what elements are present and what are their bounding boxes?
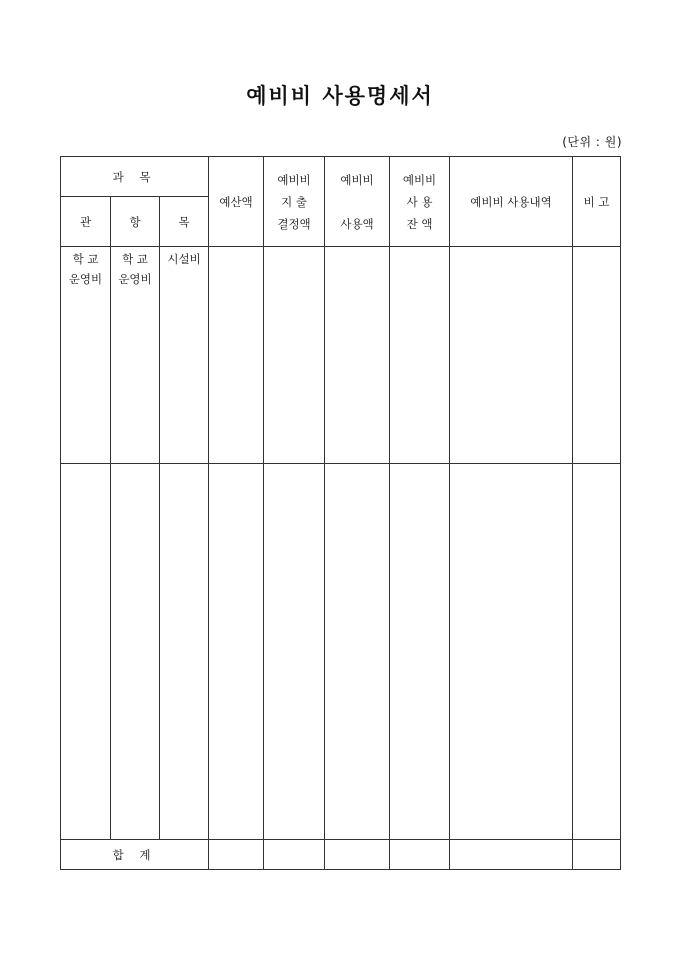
header-decision-line1: 예비비 xyxy=(277,172,311,187)
header-decision-line3: 결정액 xyxy=(277,216,311,231)
cell-used xyxy=(325,247,390,464)
header-details: 예비비 사용내역 xyxy=(450,157,573,247)
table-row-empty xyxy=(61,464,621,840)
unit-label: (단위 : 원) xyxy=(562,135,622,149)
total-budget xyxy=(209,840,264,870)
page-title: 예비비 사용명세서 xyxy=(246,83,434,108)
cell-remarks xyxy=(573,247,621,464)
cell-mok: 시설비 xyxy=(160,247,209,464)
cell-hang-line2: 운영비 xyxy=(118,272,152,286)
header-used-line1: 예비비 xyxy=(340,172,374,187)
header-balance xyxy=(390,157,450,247)
cell-balance xyxy=(390,247,450,464)
header-gwan: 관 xyxy=(61,197,111,247)
table-row xyxy=(61,247,621,464)
header-hang: 항 xyxy=(111,197,160,247)
cell-hang xyxy=(111,247,160,464)
header-used xyxy=(325,157,390,247)
header-decision xyxy=(264,157,325,247)
cell-gwan xyxy=(61,247,111,464)
cell-details xyxy=(450,247,573,464)
header-balance-line1: 예비비 xyxy=(402,172,437,187)
header-remarks: 비 고 xyxy=(573,157,621,247)
header-mok: 목 xyxy=(160,197,209,247)
total-remarks xyxy=(573,840,621,870)
header-balance-line2: 사 용 xyxy=(406,194,433,209)
header-used-line2: 사용액 xyxy=(340,216,374,231)
header-budget: 예산액 xyxy=(209,157,264,247)
total-label: 합 계 xyxy=(61,840,209,870)
total-row xyxy=(61,840,621,870)
header-subject: 과 목 xyxy=(61,157,209,197)
header-row-1 xyxy=(61,157,621,197)
reserve-fund-table xyxy=(60,156,621,870)
total-details xyxy=(450,840,573,870)
total-balance xyxy=(390,840,450,870)
total-decision xyxy=(264,840,325,870)
cell-budget xyxy=(209,247,264,464)
cell-gwan-line1: 학 교 xyxy=(72,252,99,266)
cell-decision xyxy=(264,247,325,464)
header-decision-line2: 지 출 xyxy=(281,194,307,209)
cell-gwan-line2: 운영비 xyxy=(68,272,103,286)
header-balance-line3: 잔 액 xyxy=(406,216,433,231)
cell-hang-line1: 학 교 xyxy=(122,252,148,266)
total-used xyxy=(325,840,390,870)
